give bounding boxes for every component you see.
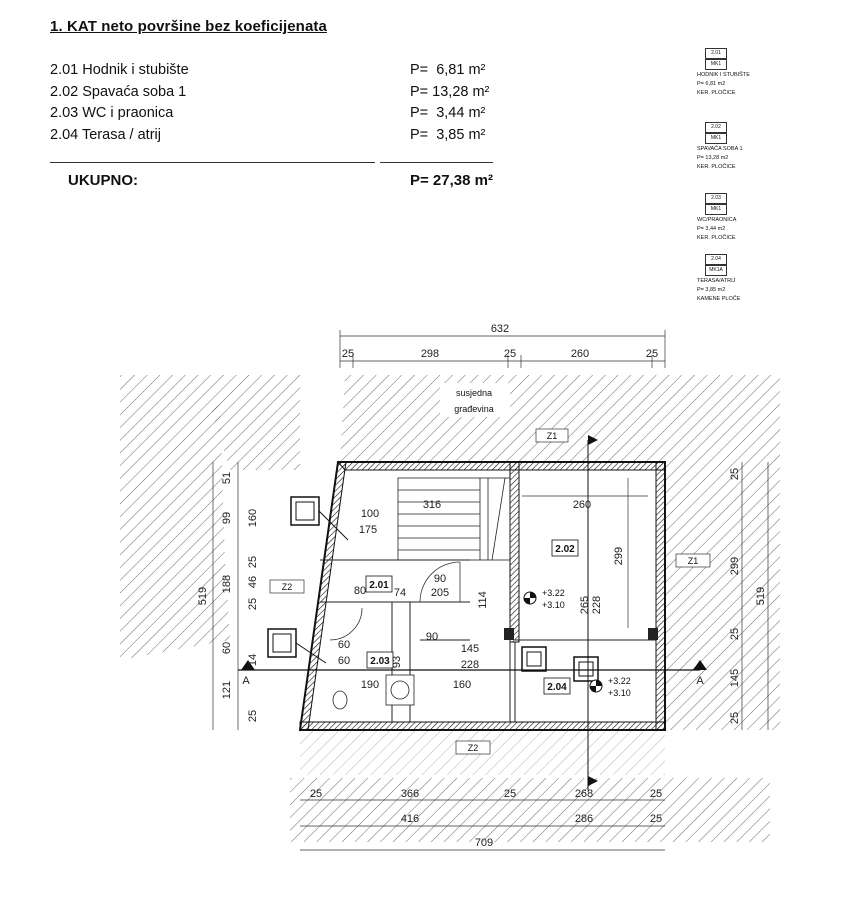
dimension-label: 188 [221,574,233,594]
legend-room: WC/PRAONICA [697,217,737,223]
level-value: +3.10 [608,688,631,698]
room-label: 2.04 [547,682,567,693]
level-value: +3.22 [542,588,565,598]
dimension-label: 25 [247,555,259,569]
room-name: 2.01 Hodnik i stubište [50,62,189,78]
room-area: P= 6,81 m² [410,62,486,78]
dimension-label: 298 [420,348,440,360]
room-name: 2.03 WC i praonica [50,105,174,121]
level-value: +3.22 [608,676,631,686]
dimension-label: 25 [503,788,517,800]
dimension-label: 265 [579,595,591,615]
dimension-label: 519 [197,586,209,606]
legend-room: SPAVAĆA SOBA 1 [697,146,743,152]
page-title: 1. KAT neto površine bez koeficijenata [50,18,327,35]
dimension-label: 205 [430,587,450,599]
dimension-label: 145 [729,668,741,688]
dimension-label: 25 [309,788,323,800]
room-name: 2.04 Terasa / atrij [50,126,161,143]
dimension-label: 25 [341,348,355,360]
dimension-label: 80 [353,585,367,597]
dimension-label: 316 [422,499,442,511]
room-label: 2.01 [369,580,389,591]
legend-material: MK1A [705,265,727,276]
dimension-label: 286 [574,813,594,825]
dimension-label: 228 [460,659,480,671]
dimension-label: 260 [572,499,592,511]
zone-label: Z2 [281,582,293,592]
dimension-label: 121 [221,680,233,700]
neighbor-label: građevina [454,404,494,414]
dimension-label: 46 [247,575,259,589]
legend-area: P= 13,28 m2 [697,155,729,161]
room-area: P= 3,85 m² [410,126,486,143]
dimension-label: 60 [221,641,233,655]
dimension-label: 25 [649,788,663,800]
dimension-label: 632 [490,323,510,335]
legend-code: 2.02 [705,122,727,133]
legend-code: 2.01 [705,48,727,59]
zone-label: Z1 [687,556,699,566]
section-label: A [696,675,704,687]
dimension-label: 299 [613,546,625,566]
legend-finish: KER. PLOČICE [697,164,736,170]
legend-room: HODNIK I STUBIŠTE [697,72,750,78]
dimension-label: 25 [247,597,259,611]
room-name: 2.02 Spavaća soba 1 [50,83,187,100]
legend-area: P= 6,81 m2 [697,81,726,87]
dimension-label: 114 [477,591,489,609]
legend-code: 2.03 [705,193,727,204]
dimension-label: 709 [474,837,494,849]
legend-room: TERASA/ATRIJ [697,278,736,284]
dimension-label: 100 [360,508,380,520]
dimension-label: 160 [247,508,259,528]
level-value: +3.10 [542,600,565,610]
dimension-label: 25 [645,348,659,360]
dimension-label: 51 [221,471,233,485]
dimension-label: 160 [452,679,472,691]
dimension-label: 93 [391,655,403,669]
dimension-label: 25 [247,709,259,723]
legend-material: MK1 [705,133,727,144]
dimension-label: 99 [221,511,233,525]
legend-finish: KAMENE PLOČE [697,296,741,302]
legend-material: MK1 [705,204,727,215]
legend-material: MK1 [705,59,727,70]
dimension-label: 366 [400,788,420,800]
legend-code: 2.04 [705,254,727,265]
dimension-label: 519 [755,586,767,606]
room-label: 2.03 [370,656,390,667]
zone-label: Z2 [467,743,479,753]
legend-area: P= 3,44 m2 [697,226,726,232]
dimension-chain-top [340,330,665,368]
zone-label: Z1 [546,431,558,441]
dimension-label: 60 [337,655,351,667]
dimension-label: 25 [729,711,741,725]
dimension-label: 90 [425,631,439,643]
dimension-label: 260 [570,348,590,360]
dimension-label: 228 [591,595,603,615]
total-label: UKUPNO: [68,172,138,189]
dimension-label: 145 [460,643,480,655]
dimension-label: 25 [503,348,517,360]
dimension-label: 25 [649,813,663,825]
neighbor-label: susjedna [455,388,493,398]
section-label: A [242,675,250,687]
dimension-label: 90 [433,573,447,585]
room-label: 2.02 [555,544,575,555]
dimension-label: 25 [729,627,741,641]
dimension-label: 175 [358,524,378,536]
dimension-label: 60 [337,639,351,651]
dimension-label: 299 [729,556,741,576]
legend-area: P= 3,85 m2 [697,287,726,293]
legend-finish: KER. PLOČICE [697,90,736,96]
dimension-label: 416 [400,813,420,825]
dimension-label: 74 [393,587,407,599]
room-area: P= 13,28 m² [410,83,490,100]
dimension-label: 25 [729,467,741,481]
dimension-label: 268 [574,788,594,800]
room-area: P= 3,44 m² [410,105,486,121]
dimension-label: 190 [360,679,380,691]
dimension-label: 14 [247,653,259,667]
total-area: P= 27,38 m² [410,172,493,189]
legend-finish: KER. PLOČICE [697,235,736,241]
